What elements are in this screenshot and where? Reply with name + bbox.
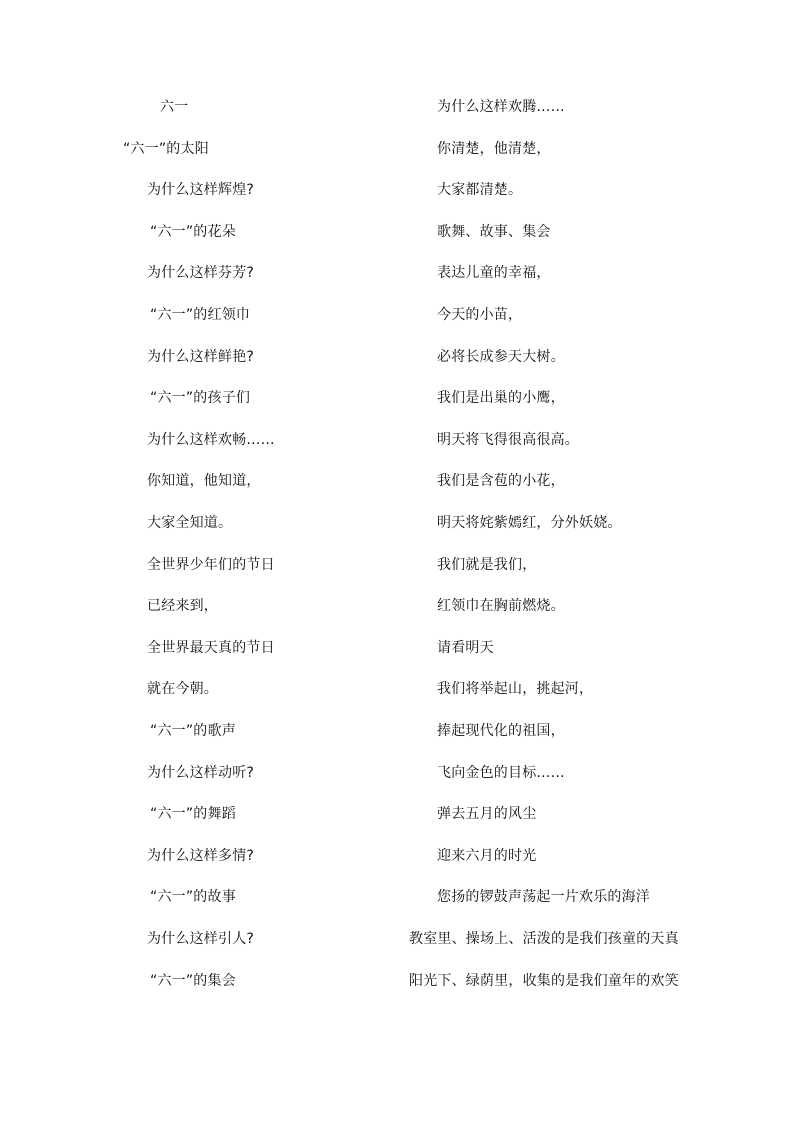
poem-line-right: 大家都清楚。 bbox=[437, 182, 523, 199]
poem-line-left: 你知道，他知道， bbox=[147, 473, 261, 490]
poem-line-left: “六一”的孩子们 bbox=[150, 390, 251, 407]
poem-line-left: 大家全知道。 bbox=[147, 515, 233, 531]
poem-line-right: 阳光下、绿荫里，收集的是我们童年的欢笑 bbox=[409, 972, 679, 989]
poem-line-left: “六一”的舞蹈 bbox=[150, 806, 236, 823]
poem-line-right: 捧起现代化的祖国， bbox=[437, 723, 565, 739]
poem-line-left: 为什么这样多情? bbox=[147, 847, 255, 864]
poem-line-right: 必将长成参天大树。 bbox=[437, 348, 565, 365]
poem-line-left: 为什么这样动听? bbox=[147, 764, 255, 781]
poem-line-right: 我们是出巢的小鹰， bbox=[437, 390, 565, 407]
poem-line-left: 为什么这样引人? bbox=[147, 931, 255, 947]
poem-line-right: 你清楚，他清楚， bbox=[437, 140, 551, 157]
poem-line-right: 您扬的锣鼓声荡起一片欢乐的海洋 bbox=[437, 889, 650, 906]
poem-line-right: 我们就是我们， bbox=[437, 556, 537, 573]
poem-line-left: 为什么这样芬芳? bbox=[147, 265, 255, 282]
poem-line-right: 明天将飞得很高很高。 bbox=[437, 431, 579, 448]
poem-line-right: 今天的小苗， bbox=[437, 307, 523, 323]
poem-line-left: 六一 bbox=[160, 99, 189, 115]
poem-line-left: 全世界最天真的节日 bbox=[147, 639, 275, 656]
poem-line-right: 为什么这样欢腾…… bbox=[437, 99, 565, 115]
poem-line-left: “六一”的歌声 bbox=[150, 723, 236, 739]
poem-line-left: 全世界少年们的节日 bbox=[147, 556, 275, 573]
poem-line-right: 请看明天 bbox=[437, 639, 494, 656]
poem-line-left: 为什么这样欢畅…… bbox=[147, 431, 275, 448]
poem-line-left: “六一”的故事 bbox=[150, 889, 236, 906]
poem-line-left: “六一”的花朵 bbox=[150, 223, 236, 240]
poem-line-right: 明天将姹紫嫣红，分外妖娆。 bbox=[437, 515, 622, 531]
poem-line-right: 我们是含苞的小花， bbox=[437, 473, 565, 490]
poem-line-right: 红领巾在胸前燃烧。 bbox=[437, 598, 565, 615]
poem-line-left: “六一”的集会 bbox=[150, 972, 236, 989]
poem-line-right: 飞向金色的目标…… bbox=[437, 764, 565, 781]
poem-line-left: “六一”的红领巾 bbox=[150, 307, 251, 323]
poem-line-left: 为什么这样辉煌? bbox=[147, 182, 255, 199]
poem-line-right: 弹去五月的风尘 bbox=[437, 806, 537, 823]
poem-line-left: 为什么这样鲜艳? bbox=[147, 348, 255, 365]
poem-line-right: 迎来六月的时光 bbox=[437, 847, 537, 864]
poem-line-left: 已经来到， bbox=[147, 598, 218, 615]
poem-line-left: “六一”的太阳 bbox=[123, 140, 209, 157]
poem-line-right: 表达儿童的幸福， bbox=[437, 265, 551, 282]
poem-line-right: 教室里、操场上、活泼的是我们孩童的天真 bbox=[409, 931, 679, 947]
poem-line-right: 歌舞、故事、集会 bbox=[437, 223, 551, 240]
poem-line-right: 我们将举起山，挑起河， bbox=[437, 681, 594, 698]
poem-line-left: 就在今朝。 bbox=[147, 681, 218, 698]
